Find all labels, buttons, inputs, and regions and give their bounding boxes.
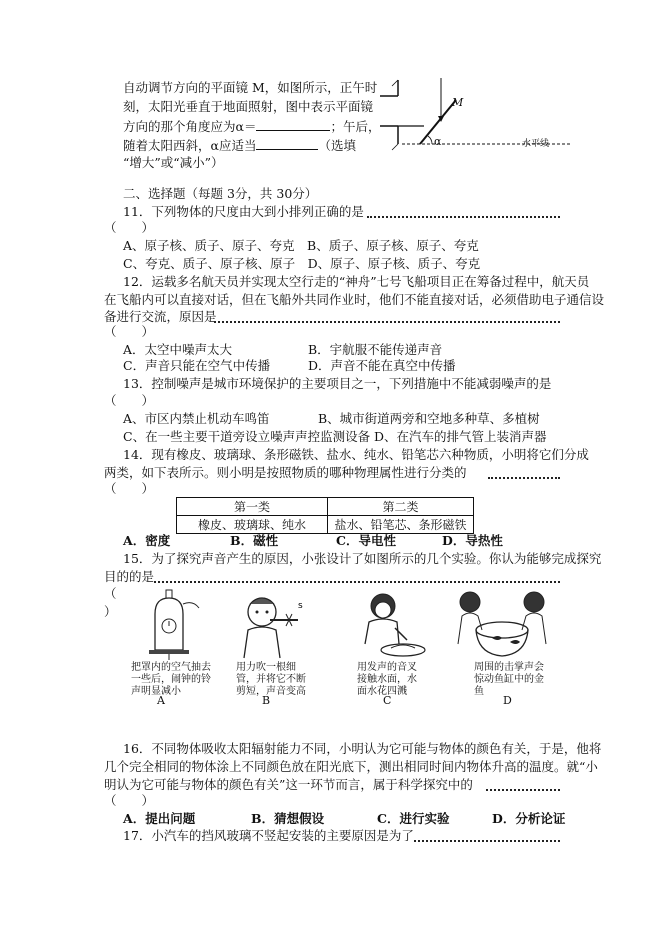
q14-line-1: 14．现有橡皮、玻璃球、条形磁铁、盐水、纯水、铅笔芯六种物质，小明将它们分成 xyxy=(123,447,589,462)
table-cell-class-1: 橡皮、玻璃球、纯水 xyxy=(177,516,328,534)
caption-d: 周围的击掌声会惊动鱼缸中的金鱼 xyxy=(474,662,544,697)
q15-paren-close[interactable]: ） xyxy=(104,604,117,619)
q14-leader-dots xyxy=(488,477,560,479)
q16-answer-paren[interactable]: （ ） xyxy=(104,793,155,808)
intro-line-4-text: 随着太阳西斜，α应适当 xyxy=(123,138,257,153)
q12-option-c: C．声音只能在空气中传播 xyxy=(123,358,271,373)
angle-label: α xyxy=(434,135,442,148)
q14-option-c: C．导电性 xyxy=(336,533,396,548)
q16-leader-dots xyxy=(486,789,560,791)
q12-line-1: 12．运载多名航天员并实现太空行走的“神舟”七号飞船项目正在筹备过程中，航天员 xyxy=(123,274,590,289)
q15-paren-open[interactable]: （ xyxy=(104,586,117,601)
q14-answer-paren[interactable]: （ ） xyxy=(104,481,155,496)
q16-line-1: 16．不同物体吸收太阳辐射能力不同，小明认为它可能与物体的颜色有关，于是，他将 xyxy=(123,741,602,756)
intro-line-4 xyxy=(123,137,356,154)
q13-stem: 13．控制噪声是城市环境保护的主要项目之一，下列措施中不能减弱噪声的是 xyxy=(123,376,552,391)
blowing-tube-illustration xyxy=(236,590,308,660)
q16-option-a: A．提出问题 xyxy=(123,811,196,826)
q17-stem: 17．小汽车的挡风玻璃不竖起安装的主要原因是为了 xyxy=(123,828,414,843)
q11-leader-dots xyxy=(367,216,560,218)
q14-option-d: D．导热性 xyxy=(442,533,503,548)
q14-option-b: B．磁性 xyxy=(230,533,279,548)
intro-line-2: 刻，太阳光垂直于地面照射，图中表示平面镜 xyxy=(123,99,374,114)
answer-blank-trend[interactable] xyxy=(256,137,318,150)
q15-leader-dots xyxy=(154,581,560,583)
q16-option-b: B．猜想假设 xyxy=(251,811,325,826)
q16-option-d: D．分析论证 xyxy=(492,811,566,826)
q12-option-b: B．宇航服不能传递声音 xyxy=(308,342,443,357)
q12-option-d: D．声音不能在真空中传播 xyxy=(308,358,456,373)
q13-option-b: B、城市街道两旁和空地多种草、多植树 xyxy=(318,411,540,426)
intro-line-1: 自动调节方向的平面镜 M，如图所示，正午时 xyxy=(123,80,378,95)
horizon-label: 水平线 xyxy=(522,139,550,149)
caption-letter-d: D xyxy=(503,694,512,707)
q11-options-ab: A、原子核、质子、原子、夸克 B、质子、原子核、原子、夸克 xyxy=(123,238,479,253)
svg-text:s: s xyxy=(298,601,303,611)
q12-line-2: 在飞船内可以直接对话，但在飞船外共同作业时，他们不能直接对话，必须借助电子通信设 xyxy=(104,292,605,307)
caption-b: 用力吹一根细管，并将它不断剪短，声音变高 xyxy=(236,662,306,697)
q12-option-a: A．太空中噪声太大 xyxy=(123,342,233,357)
q12-answer-paren[interactable]: （ ） xyxy=(104,324,155,339)
q11-answer-paren[interactable]: （ ） xyxy=(104,220,155,235)
q14-option-a: A．密度 xyxy=(123,533,171,548)
answer-blank-angle[interactable] xyxy=(256,118,330,131)
classification-table xyxy=(176,497,474,534)
section-heading: 二、选择题（每题 3分，共 30分） xyxy=(123,186,318,201)
table-cell-class-2: 盐水、铅笔芯、条形磁铁 xyxy=(328,516,474,534)
caption-letter-b: B xyxy=(262,694,271,707)
intro-line-4-end: （选填 xyxy=(318,138,356,153)
caption-c: 用发声的音叉接触水面，水面水花四溅 xyxy=(357,662,417,697)
q11-options-cd: C、夸克、质子、原子核、原子 D、原子、原子核、质子、夸克 xyxy=(123,256,481,271)
q16-option-c: C．进行实验 xyxy=(377,811,450,826)
q15-line-2: 目的的是 xyxy=(104,569,155,584)
q13-answer-paren[interactable]: （ ） xyxy=(104,393,155,408)
tuning-fork-illustration xyxy=(355,590,427,660)
bell-jar-illustration xyxy=(145,588,205,660)
q14-line-2: 两类，如下表所示。则小明是按照物质的哪种物理属性进行分类的 xyxy=(104,465,467,480)
q13-option-cd: C、在一些主要干道旁设立噪声声控监测设备 D、在汽车的排气管上装消声器 xyxy=(123,429,547,444)
intro-line-3-text: 方向的那个角度应为α＝ xyxy=(123,119,257,134)
q17-leader-dots xyxy=(414,840,560,842)
table-header-class-2: 第二类 xyxy=(328,498,474,516)
mirror-label: M xyxy=(452,96,464,109)
caption-letter-a: A xyxy=(157,694,165,707)
table-header-class-1: 第一类 xyxy=(177,498,328,516)
intro-line-5: “增大”或“减小”） xyxy=(123,155,224,170)
q12-leader-dots xyxy=(214,321,560,323)
clapping-fish-tank-illustration xyxy=(452,586,552,660)
q13-option-a: A、市区内禁止机动车鸣笛 xyxy=(123,411,270,426)
q12-line-3: 备进行交流，原因是 xyxy=(104,309,217,324)
intro-line-3 xyxy=(123,118,380,135)
intro-line-3-end: ；午后， xyxy=(330,119,381,134)
caption-letter-c: C xyxy=(383,694,392,707)
q16-line-3: 明认为它可能与物体的颜色有关”这一环节而言，属于科学探究中的 xyxy=(104,777,473,792)
caption-a: 把罩内的空气抽去一些后，闹钟的铃声明显减小 xyxy=(131,662,211,697)
q15-line-1: 15．为了探究声音产生的原因，小张设计了如图所示的几个实验。你认为能够完成探究 xyxy=(123,551,602,566)
q11-stem: 11．下列物体的尺度由大到小排列正确的是 xyxy=(123,204,364,219)
q16-line-2: 几个完全相同的物体涂上不同颜色放在阳光底下，测出相同时间内物体升高的温度。就“小 xyxy=(104,759,598,774)
